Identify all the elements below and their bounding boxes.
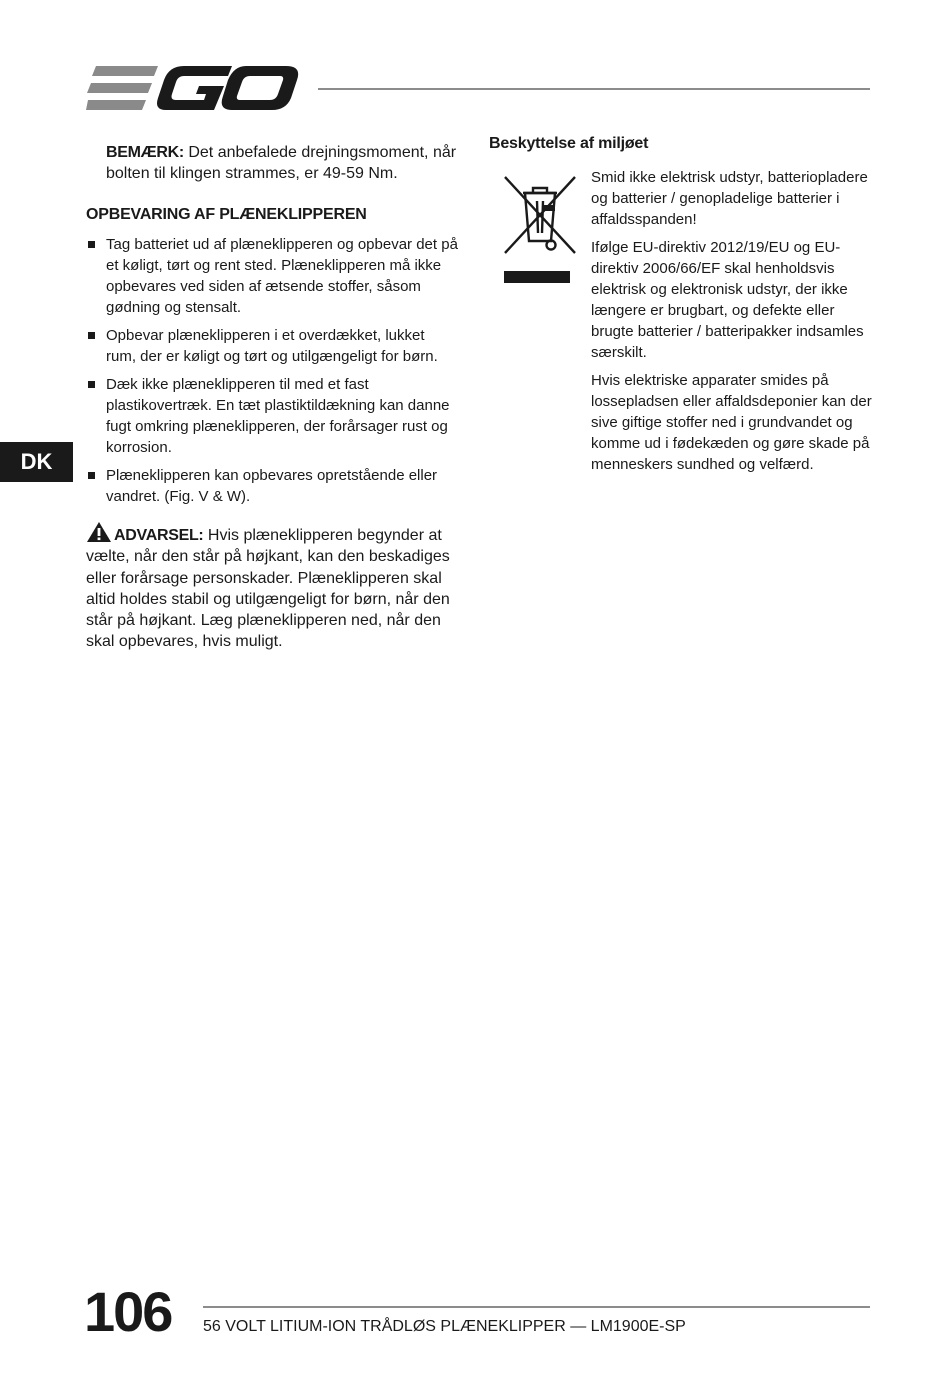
list-item-text: Dæk ikke plæneklipperen til med et fast plastikovertræk. En tæt plastiktildækning kan danne fugt omkring plæneklipperen, der forårsager rust og korrosion. xyxy=(106,376,450,456)
list-item xyxy=(86,325,458,367)
warning-label: ADVARSEL: xyxy=(114,527,204,544)
environment-paragraph: Hvis elektriske apparater smides på lossepladsen eller affaldsdeponier kan der sive giftige stoffer ned i grundvandet og komme ud i fødekæden og gøre skade på menneskers sundhed og velfærd. xyxy=(591,372,872,473)
list-item xyxy=(86,234,458,318)
bullet-square-icon xyxy=(88,472,95,479)
environment-body xyxy=(489,167,873,475)
note-text: Det anbefalede drejningsmoment, når bolten til klingen strammes, er 49-59 Nm. xyxy=(106,144,457,182)
list-item-text: Tag batteriet ud af plæneklipperen og opbevar det på et køligt, tørt og rent sted. Plæneklipperen må ikke opbevares ved siden af ætsende stoffer, såsom gødning og stensalt. xyxy=(106,236,458,316)
language-tab: DK xyxy=(0,442,73,482)
list-item xyxy=(86,374,458,458)
bullet-square-icon xyxy=(88,381,95,388)
note-label: BEMÆRK: xyxy=(106,144,184,161)
list-item-text: Plæneklipperen kan opbevares opretstående eller vandret. (Fig. V & W). xyxy=(106,467,438,505)
list-item-text: Opbevar plæneklipperen i et overdækket, lukket rum, der er køligt og tørt og utilgængeligt for børn. xyxy=(106,327,438,365)
footer-rule xyxy=(203,1306,870,1308)
environment-heading: Beskyttelse af miljøet xyxy=(489,135,649,152)
footer-text: 56 VOLT LITIUM-ION TRÅDLØS PLÆNEKLIPPER — LM1900E-SP xyxy=(203,1318,686,1335)
warning-text: Hvis plæneklipperen begynder at vælte, når den står på højkant, kan den beskadiges eller forårsage personskader. Plæneklipperen skal altid holdes stabil og utilgængeligt for børn, når den står på højkant. Læg plæneklipperen ned, når den skal opbevares, hvis muligt. xyxy=(86,527,450,651)
environment-paragraph: Smid ikke elektrisk udstyr, batteriopladere og batterier / genopladelige batterier i affaldsspanden! xyxy=(591,169,868,228)
warning-triangle-icon xyxy=(86,521,112,543)
torque-note xyxy=(106,142,458,184)
storage-heading: OPBEVARING AF PLÆNEKLIPPEREN xyxy=(86,206,367,223)
bullet-square-icon xyxy=(88,241,95,248)
warning-block xyxy=(86,521,458,653)
environment-text xyxy=(591,167,873,475)
header-rule xyxy=(318,88,870,90)
environment-paragraph: Ifølge EU-direktiv 2012/19/EU og EU-direktiv 2006/66/EF skal henholdsvis elektrisk og elektronisk udstyr, der ikke længere er brugbart, og defekte eller brugte batterier / batteripakker indsamles særskilt. xyxy=(591,239,864,361)
crossed-out-wheelie-bin-icon xyxy=(499,171,579,283)
bullet-square-icon xyxy=(88,332,95,339)
left-column xyxy=(86,140,458,669)
storage-list xyxy=(86,234,458,507)
list-item xyxy=(86,465,458,507)
right-column xyxy=(489,132,873,482)
page-number: 106 xyxy=(84,1280,172,1343)
ego-logo xyxy=(86,62,300,114)
